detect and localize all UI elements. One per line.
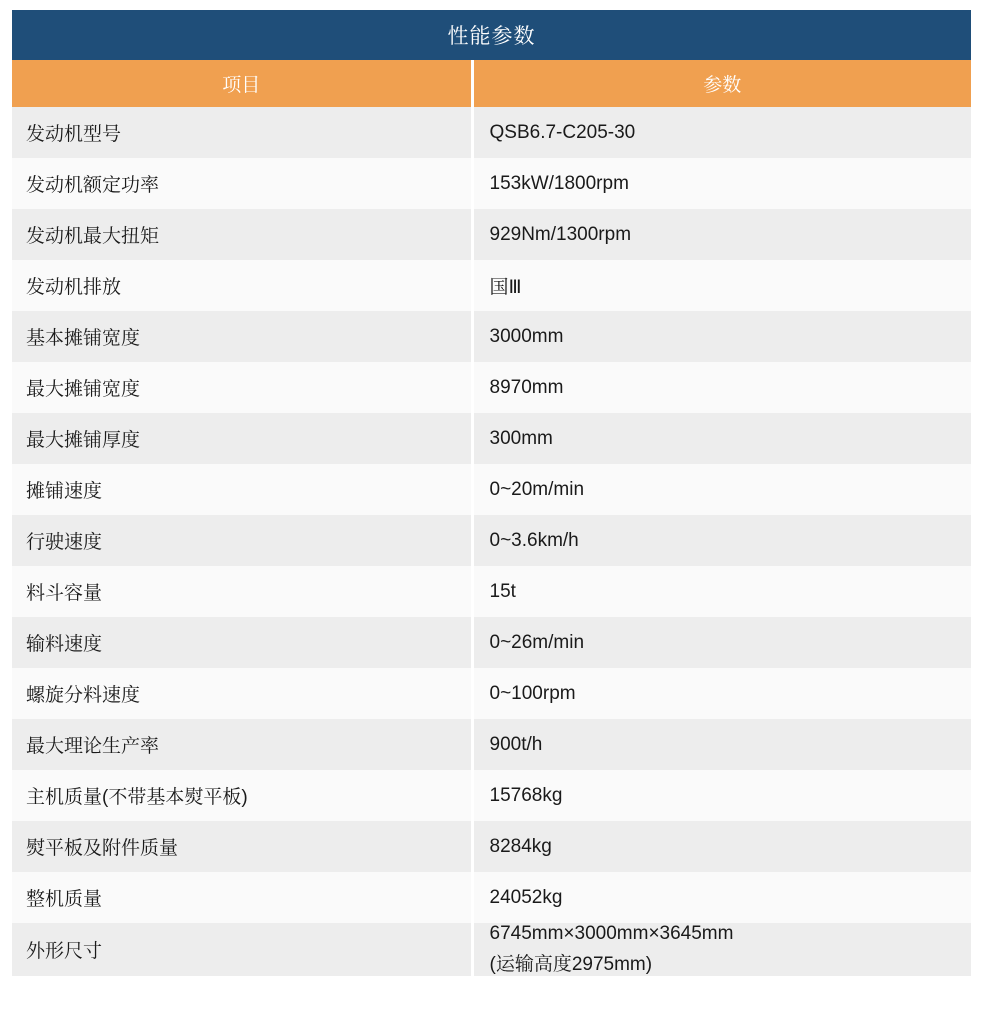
table-title: 性能参数 — [12, 10, 971, 60]
row-label: 摊铺速度 — [12, 464, 472, 515]
row-value: 8284kg — [472, 821, 971, 872]
column-header-item: 项目 — [12, 60, 472, 107]
table-row — [12, 362, 971, 413]
table-row — [12, 668, 971, 719]
performance-parameters-table — [12, 10, 971, 976]
row-label: 整机质量 — [12, 872, 472, 923]
row-label: 发动机排放 — [12, 260, 472, 311]
row-label: 最大理论生产率 — [12, 719, 472, 770]
row-label: 输料速度 — [12, 617, 472, 668]
row-value: 0~26m/min — [472, 617, 971, 668]
table-row — [12, 260, 971, 311]
table-row — [12, 413, 971, 464]
row-label: 发动机最大扭矩 — [12, 209, 472, 260]
row-label: 最大摊铺宽度 — [12, 362, 472, 413]
table-row — [12, 719, 971, 770]
table-row — [12, 464, 971, 515]
table-row — [12, 770, 971, 821]
row-value: 24052kg — [472, 872, 971, 923]
table-row — [12, 617, 971, 668]
row-value: QSB6.7-C205-30 — [472, 107, 971, 158]
table-row — [12, 566, 971, 617]
row-value-line1: 6745mm×3000mm×3645mm — [489, 923, 734, 944]
row-value-multiline — [472, 923, 971, 976]
row-label: 熨平板及附件质量 — [12, 821, 472, 872]
table-title-row — [12, 10, 971, 60]
table-row — [12, 209, 971, 260]
table-row — [12, 107, 971, 158]
row-label: 料斗容量 — [12, 566, 472, 617]
row-value: 300mm — [472, 413, 971, 464]
row-label: 外形尺寸 — [12, 923, 472, 976]
row-value: 15t — [472, 566, 971, 617]
table-body — [12, 10, 971, 976]
row-value: 153kW/1800rpm — [472, 158, 971, 209]
table-row — [12, 923, 971, 976]
row-value-line2: (运输高度2975mm) — [489, 954, 653, 975]
row-label: 发动机额定功率 — [12, 158, 472, 209]
row-label: 最大摊铺厚度 — [12, 413, 472, 464]
row-label: 螺旋分料速度 — [12, 668, 472, 719]
row-value: 8970mm — [472, 362, 971, 413]
row-label: 主机质量(不带基本熨平板) — [12, 770, 472, 821]
row-value: 0~20m/min — [472, 464, 971, 515]
column-header-value: 参数 — [472, 60, 971, 107]
table-row — [12, 158, 971, 209]
table-header-row — [12, 60, 971, 107]
table-row — [12, 872, 971, 923]
row-value: 0~3.6km/h — [472, 515, 971, 566]
row-value: 3000mm — [472, 311, 971, 362]
row-value: 15768kg — [472, 770, 971, 821]
row-label: 发动机型号 — [12, 107, 472, 158]
table-row — [12, 821, 971, 872]
table-row — [12, 515, 971, 566]
row-value: 国Ⅲ — [472, 260, 971, 311]
row-value: 0~100rpm — [472, 668, 971, 719]
row-label: 行驶速度 — [12, 515, 472, 566]
row-value: 929Nm/1300rpm — [472, 209, 971, 260]
table-row — [12, 311, 971, 362]
row-label: 基本摊铺宽度 — [12, 311, 472, 362]
row-value: 900t/h — [472, 719, 971, 770]
